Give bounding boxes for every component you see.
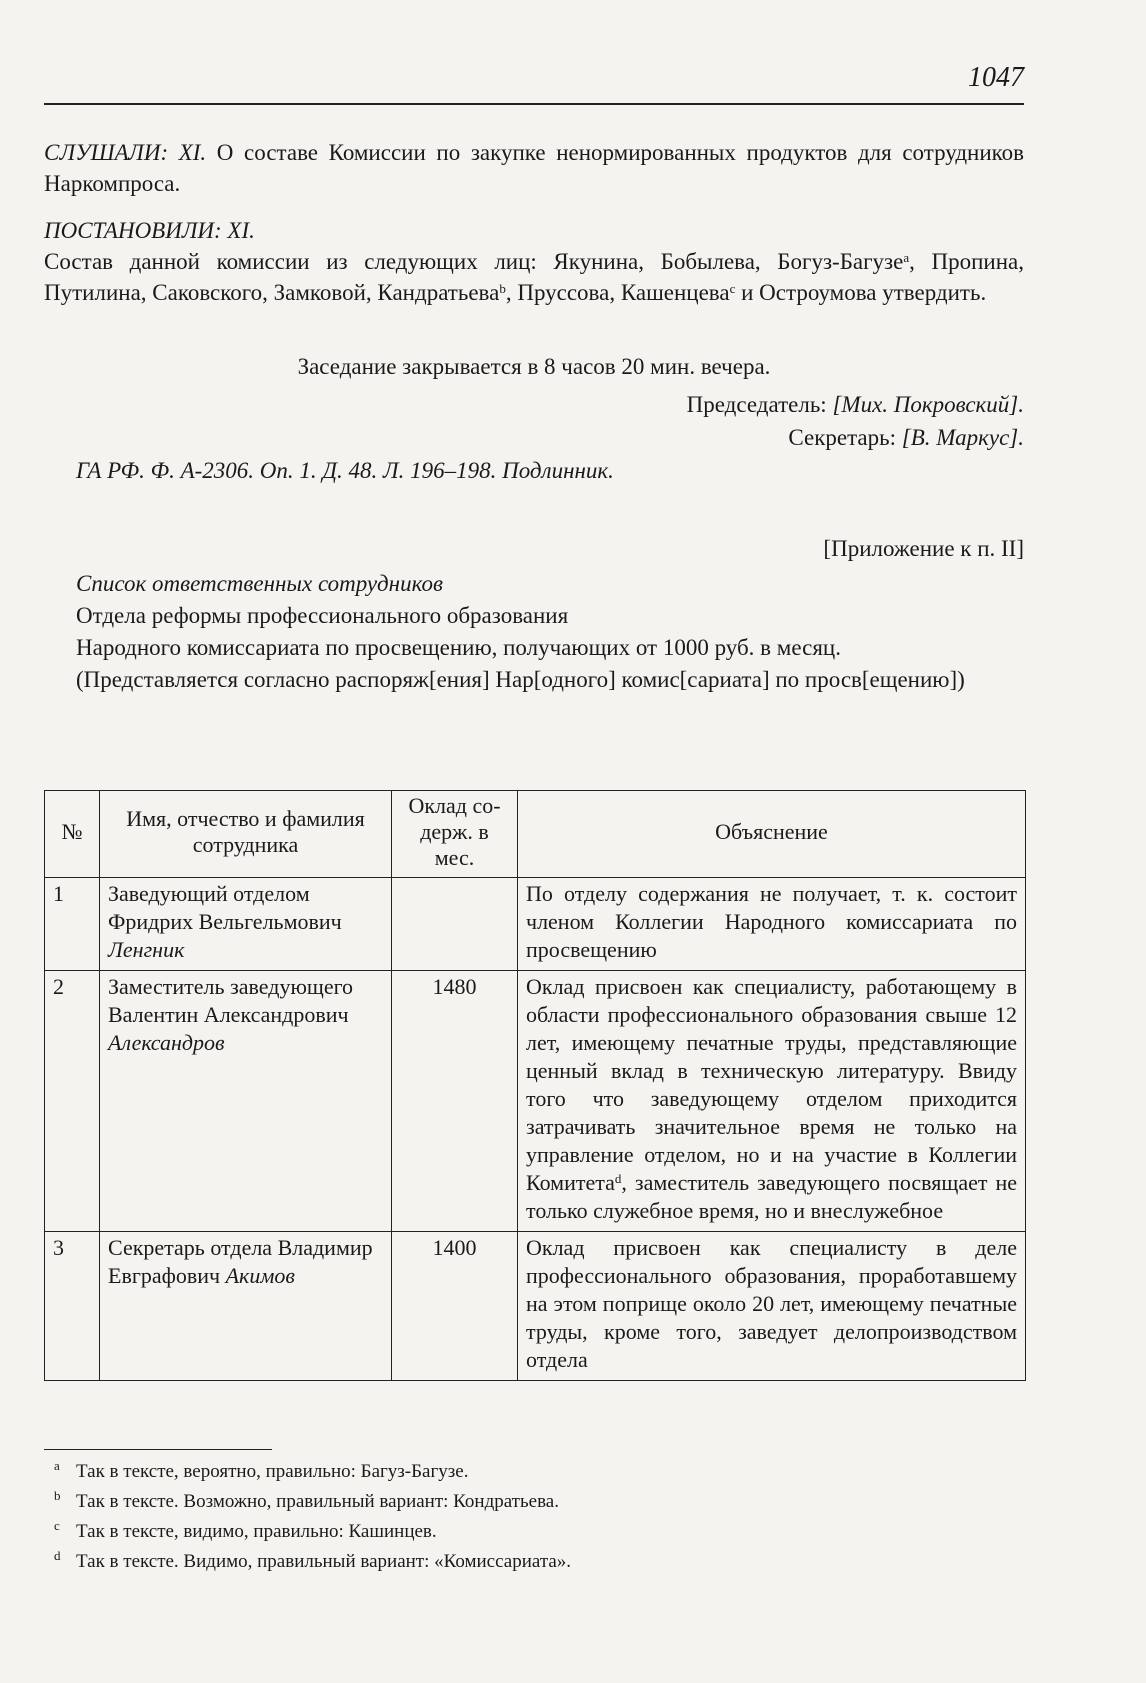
table-header-row: [45, 791, 1026, 878]
document-page: [44, 0, 1024, 1683]
appendix-label: [Приложение к п. II]: [823, 536, 1024, 561]
row-surname: Акимов: [225, 1263, 295, 1288]
resolved-text-1: Состав данной комиссии из следующих лиц: Якунина, Бобылева, Богуз-Багузе: [44, 249, 904, 274]
archive-reference: ГА РФ. Ф. А-2306. Оп. 1. Д. 48. Л. 196–198. Подлинник.: [76, 458, 614, 483]
row-name: [100, 971, 392, 1232]
row-explanation: [518, 971, 1026, 1232]
footnote-rule: [44, 1449, 272, 1450]
chair-line: [44, 389, 1024, 420]
row-name: [100, 1232, 392, 1381]
chair-label: Председатель:: [686, 392, 833, 417]
resolved-text-4: и Остроумова утвердить.: [735, 280, 987, 305]
listened-paragraph: [44, 137, 1024, 199]
row-salary: [392, 878, 518, 971]
row-explanation: Оклад присвоен как специалисту в деле профессионального образования, проработавшему на этом поприще около 20 лет, имеющему печатные труды, кроме того, заведует делопроизводством отдела: [518, 1232, 1026, 1381]
list-subtitle-2: Народного комиссариата по просвещению, получающих от 1000 руб. в месяц.: [76, 635, 841, 660]
header-name: Имя, отчество и фамилия сотрудника: [100, 791, 392, 878]
header-rule: [44, 103, 1024, 105]
staff-table: [44, 790, 1026, 1381]
footnote-c: [54, 1517, 571, 1547]
table-row: [45, 971, 1026, 1232]
resolved-paragraph: [44, 246, 1024, 308]
listened-text: О составе Комиссии по закупке ненормированных продуктов для сотрудников Наркомпроса.: [44, 140, 1025, 196]
footnotes: [54, 1457, 572, 1577]
footnote-d-text: Так в тексте. Видимо, правильный вариант: «Комиссариата».: [76, 1551, 572, 1572]
footnote-a-mark: a: [54, 1458, 60, 1473]
header-num: №: [45, 791, 100, 878]
row-explanation: По отделу содержания не получает, т. к. состоит членом Коллегии Народного комиссариата по просвещению: [518, 878, 1026, 971]
resolved-text-3: , Пруссова, Кашенцева: [505, 280, 730, 305]
row-name: [100, 878, 392, 971]
row-salary: 1480: [392, 971, 518, 1232]
list-title: Список ответственных сотрудников: [76, 571, 443, 596]
footnote-a-text: Так в тексте, вероятно, правильно: Багуз-Багузе.: [76, 1461, 469, 1482]
footnote-b-text: Так в тексте. Возможно, правильный вариант: Кондратьева.: [76, 1491, 559, 1512]
footnote-d-mark: d: [54, 1548, 61, 1563]
secretary-line: [44, 422, 1024, 453]
row-surname: Ленгник: [108, 937, 185, 962]
footnote-d: [54, 1547, 572, 1577]
table-row: [45, 878, 1026, 971]
footnote-a: [54, 1457, 571, 1487]
chair-name: [Мих. Покровский].: [832, 392, 1024, 417]
row-num: 2: [45, 971, 100, 1232]
row-explanation-a: Оклад присвоен как специалисту, работающему в области профессионального образования свыше 12 лет, имеющему печатные труды, представляющие ценный вклад в техническую литературу. Ввиду того что заведующему отделом приходится затрачивать значительное время не только на управление отделом, но и на участие в Коллегии Комитета: [526, 974, 1017, 1195]
listened-label: СЛУШАЛИ: XI.: [44, 140, 207, 165]
page-number: 1047: [968, 62, 1024, 93]
closing-line: Заседание закрывается в 8 часов 20 мин. вечера.: [297, 354, 771, 379]
row-position: Секретарь отдела Владимир Евграфович: [108, 1235, 373, 1288]
row-num: 1: [45, 878, 100, 971]
row-salary: 1400: [392, 1232, 518, 1381]
row-position: Заместитель заведующего Валентин Александрович: [108, 974, 354, 1027]
footnote-b: [54, 1487, 571, 1517]
footnote-mark-c[interactable]: c: [729, 281, 736, 296]
footnote-c-mark: c: [54, 1518, 60, 1533]
resolved-text-2: , Пропина, Путилина, Саковского, Замковой, Кандратьева: [44, 249, 1024, 305]
footnote-mark-a[interactable]: a: [903, 250, 910, 265]
list-subtitle-1: Отдела реформы профессионального образования: [76, 603, 569, 628]
table-row: [45, 1232, 1026, 1381]
resolved-label: ПОСТАНОВИЛИ: XI.: [44, 218, 255, 243]
footnote-mark-b[interactable]: b: [499, 281, 506, 296]
header-explanation: Объяснение: [518, 791, 1026, 878]
footnote-c-text: Так в тексте, видимо, правильно: Кашинцев.: [76, 1521, 437, 1542]
row-num: 3: [45, 1232, 100, 1381]
row-position: Заведующий отделом Фридрих Вельгельмович: [108, 881, 342, 934]
row-surname: Александров: [108, 1030, 225, 1055]
row-explanation-b: , заместитель заведующего посвящает не только служебное время, но и внеслужебное: [526, 1170, 1017, 1223]
footnote-mark-d[interactable]: d: [614, 1171, 622, 1186]
secretary-name: [В. Маркус].: [901, 425, 1024, 450]
secretary-label: Секретарь:: [788, 425, 902, 450]
header-salary: Оклад со-держ. в мес.: [392, 791, 518, 878]
footnote-b-mark: b: [54, 1488, 61, 1503]
list-note: (Представляется согласно распоряж[ения] Нар[одного] комис[сариата] по просв[ещению]): [76, 667, 965, 692]
